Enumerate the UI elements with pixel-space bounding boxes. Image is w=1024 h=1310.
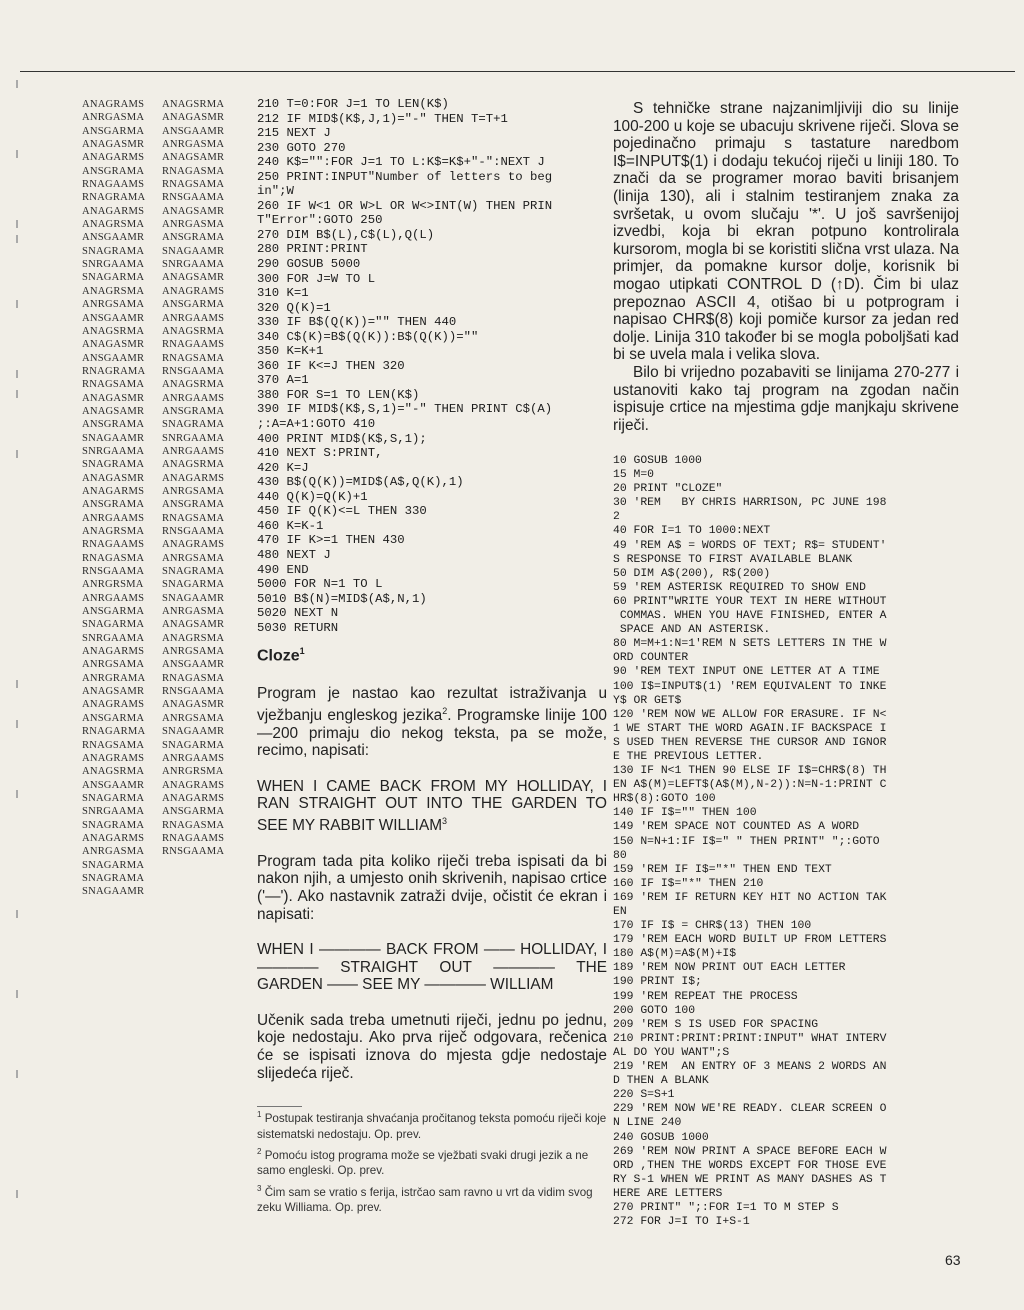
edge-mark — [16, 680, 18, 688]
paragraph-suggestion: Bilo bi vrijedno pozabaviti se linijama 270-277 i ustanoviti kako taj program na zgodan način ispisuje crtice na mjestima gdje manjkaju skrivene riječi. — [613, 363, 959, 434]
binding-edge-marks — [6, 70, 36, 1270]
example-blanked-sentence: WHEN I ———— BACK FROM —— HOLLIDAY, I ———— STRAIGHT OUT ———— THE GARDEN —— SEE MY ———— WILLIAM — [257, 941, 607, 994]
edge-mark — [16, 300, 18, 308]
edge-mark — [16, 370, 18, 378]
section-heading: Cloze$^1$ — [257, 646, 305, 665]
paragraph-explanation: Program tada pita koliko riječi treba ispisati da bi nakon njih, a umjesto onih skrivenih, napisao crtice ('—'). Ako nastavnik zatraži dvije, očistit će ekran i napisati: — [257, 852, 607, 923]
edge-mark — [16, 720, 18, 728]
paragraph-student: Učenik sada treba umetnuti riječi, jednu po jednu, koje nedostaju. Ako prva riječ odgovara, rečenica će se ispisati iznova do mjesta gdje nedostaje slijedeća riječ. — [257, 1011, 607, 1082]
edge-mark — [16, 220, 18, 228]
edge-mark — [16, 1070, 18, 1078]
edge-mark — [16, 1190, 18, 1198]
anagram-list-col1: ANAGRAMS ANRGASMA ANSGARMA ANAGASMR ANAGARMS ANSGRAMA RNAGAAMS RNAGRAMA ANAGARMS ANAGRSMA ANSGAAMR SNAGRAMA SNRGAAMA SNAGARMA ANAGRSMA ANRGSAMA ANSGAAMR ANAGSRMA ANAGASMR ANSGAAMR RNAGRAMA RNAGSAMA ANAGASMR ANAGSAMR ANSGRAMA SNAGAAMR SNRGAAMA SNAGRAMA ANAGASMR ANAGARMS ANSGRAMA ANRGAAMS ANAGRSMA RNAGAAMS RNAGASMA RNSGAAMA ANRGRSMA ANRGAAMS ANSGARMA SNAGARMA SNRGAAMA ANAGARMS ANRGSAMA ANRGRAMA ANAGSAMR ANAGRAMS ANSGARMA RNAGARMA RNAGSAMA ANAGRAMS ANAGSRMA ANSGAAMR SNAGARMA SNRGAAMA SNAGRAMA ANAGARMS ANRGASMA SNAGARMA SNAGRAMA SNAGAAMR — [82, 99, 146, 898]
article-column-right — [613, 100, 959, 434]
edge-mark — [16, 80, 18, 88]
code-listing-bottom: 10 GOSUB 1000 15 M=0 20 PRINT "CLOZE" 30 'REM BY CHRIS HARRISON, PC JUNE 198 2 40 FOR I=1 TO 1000:NEXT 49 'REM A$ = WORDS OF TEXT; R$= STUDENT' S RESPONSE TO FIRST AVAILABLE BLANK 50 DIM A$(200), R$(200) 59 'REM ASTERISK REQUIRED TO SHOW END 60 PRINT"WRITE YOUR TEXT IN HERE WITHOUT COMMAS. WHEN YOU HAVE FINISHED, ENTER A SPACE AND AN ASTERISK. 80 M=M+1:N=1'REM N SETS LETTERS IN THE W ORD COUNTER 90 'REM TEXT INPUT ONE LETTER AT A TIME 100 I$=INPUT$(1) 'REM EQUIVALENT TO INKE Y$ OR GET$ 120 'REM NOW WE ALLOW FOR ERASURE. IF N< 1 WE START THE WORD AGAIN.IF BACKSPACE I S USED THEN REVERSE THE CURSOR AND IGNOR E THE PREVIOUS LETTER. 130 IF N<1 THEN 90 ELSE IF I$=CHR$(8) TH EN A$(M)=LEFT$(A$(M),N-2)):N=N-1:PRINT C HR$(8):GOTO 100 140 IF I$="" THEN 100 149 'REM SPACE NOT COUNTED AS A WORD 150 N=N+1:IF I$=" " THEN PRINT" ";:GOTO 80 159 'REM IF I$="*" THEN END TEXT 160 IF I$="*" THEN 210 169 'REM IF RETURN KEY HIT NO ACTION TAK EN 170 IF I$ = CHR$(13) THEN 100 179 'REM EACH WORD BUILT UP FROM LETTERS 180 A$(M)=A$(M)+I$ 189 'REM NOW PRINT OUT EACH LETTER 190 PRINT I$; 199 'REM REPEAT THE PROCESS 200 GOTO 100 209 'REM S IS USED FOR SPACING 210 PRINT:PRINT:PRINT:INPUT" WHAT INTERV AL DO YOU WANT";S 219 'REM AN ENTRY OF 3 MEANS 2 WORDS AN D THEN A BLANK 220 S=S+1 229 'REM NOW WE'RE READY. CLEAR SCREEN O N LINE 240 240 GOSUB 1000 269 'REM NOW PRINT A SPACE BEFORE EACH W ORD ,THEN THE WORDS EXCEPT FOR THOSE EVE RY S-1 WHEN WE PRINT AS MANY DASHES AS T HERE ARE LETTERS 270 PRINT" ";:FOR I=1 TO M STEP S 272 FOR J=I TO I+S-1 — [613, 455, 887, 1229]
edge-mark — [16, 235, 18, 243]
edge-mark — [16, 390, 18, 398]
article-column-middle — [257, 646, 607, 1217]
footnote: $^2$ Pomoću istog programa može se vježbati svaki drugi jezik a ne samo engleski. Op. prev. — [257, 1146, 589, 1178]
edge-mark — [16, 150, 18, 158]
edge-mark — [16, 450, 18, 458]
header-rule — [20, 71, 1015, 72]
edge-mark — [16, 790, 18, 798]
edge-mark — [16, 910, 18, 918]
footnote: $^1$ Postupak testiranja shvaćanja pročitanog teksta pomoću riječi koje sistematski nedostaju. Op. prev. — [257, 1110, 607, 1141]
paragraph-intro: Program je nastao kao rezultat istraživanja u vježbanju engleskog jezika$^2$. Programske linije 100—200 primaju dio nekog teksta, pa se može, recimo, napisati: — [257, 685, 607, 760]
example-sentence: WHEN I CAME BACK FROM MY HOLLIDAY, I RAN STRAIGHT OUT INTO THE GARDEN TO SEE MY RABBIT WILLIAM$^3$ — [257, 777, 607, 835]
code-listing-top: 210 T=0:FOR J=1 TO LEN(K$) 212 IF MID$(K$,J,1)="-" THEN T=T+1 215 NEXT J 230 GOTO 270 240 K$="":FOR J=1 TO L:K$=K$+"-":NEXT J 250 PRINT:INPUT"Number of letters to beg in";W 260 IF W<1 OR W>L OR W<>INT(W) THEN PRIN T"Error":GOTO 250 270 DIM B$(L),C$(L),Q(L) 280 PRINT:PRINT 290 GOSUB 5000 300 FOR J=W TO L 310 K=1 320 Q(K)=1 330 IF B$(Q(K))="" THEN 440 340 C$(K)=B$(Q(K)):B$(Q(K))="" 350 K=K+1 360 IF K<=J THEN 320 370 A=1 380 FOR S=1 TO LEN(K$) 390 IF MID$(K$,S,1)="-" THEN PRINT C$(A) ;:A=A+1:GOTO 410 400 PRINT MID$(K$,S,1); 410 NEXT S:PRINT, 420 K=J 430 B$(Q(K))=MID$(A$,Q(K),1) 440 Q(K)=Q(K)+1 450 IF Q(K)<=L THEN 330 460 K=K-1 470 IF K>=1 THEN 430 480 NEXT J 490 END 5000 FOR N=1 TO L 5010 B$(N)=MID$(A$,N,1) 5020 NEXT N 5030 RETURN — [257, 97, 553, 635]
page-number: 63 — [945, 1252, 961, 1268]
edge-mark — [16, 990, 18, 998]
paragraph-technical: S tehničke strane najzanimljiviji dio su linije 100-200 u koje se ubacuju skrivene riječi. Slova se pojedinačno primaju s tastature naredbom I$=INPUT$(1) i dodaju tekućoj riječi u liniji 180. To znači da se programer morao baviti brisanjem (linija 130), ali i stalnim testiranjem znaka za svršetak, u ovom slučaju '*'. U još savršenijoj izvedbi, koja bi ekran potpuno kontrolirala kursorom, mogla bi se koristiti slična vrst ulaza. Na primjer, da pomakne kursor dolje, korisnik bi mogao utipkati CONTROL D (↑D). Čim bi ulaz prepoznao ASCII 4, otišao bi u potprogram i napisao CHR$(8) koji pomiče kursor za jedan red dolje. Linija 310 također bi se mogla poboljšati kad bi se uvela mala i velika slova. — [613, 100, 959, 364]
footnote: $^3$ Čim sam se vratio s ferija, istrčao sam ravno u vrt da vidim svog zeku Williama. Op. prev. — [257, 1183, 593, 1214]
footnotes — [257, 1106, 607, 1215]
anagram-list-col2: ANAGSRMA ANAGASMR ANSGAAMR ANRGASMA ANAGSAMR RNAGASMA RNAGSAMA RNSGAAMA ANAGSAMR ANRGASMA ANSGRAMA SNAGAAMR SNRGAAMA ANAGSAMR ANAGRAMS ANSGARMA ANRGAAMS ANAGSRMA RNAGAAMS RNAGSAMA RNSGAAMA ANAGSRMA ANRGAAMS ANSGRAMA SNAGRAMA SNRGAAMA ANRGAAMS ANAGSRMA ANAGARMS ANRGSAMA ANSGRAMA RNAGSAMA RNSGAAMA ANAGRAMS ANRGSAMA SNAGRAMA SNAGARMA SNAGAAMR ANRGASMA ANAGSAMR ANAGRSMA ANRGSAMA ANSGAAMR RNAGASMA RNSGAAMA ANAGASMR ANRGSAMA SNAGAAMR SNAGARMA ANRGAAMS ANRGRSMA ANAGRAMS ANAGARMS ANSGARMA RNAGASMA RNAGAAMS RNSGAAMA — [162, 99, 225, 858]
